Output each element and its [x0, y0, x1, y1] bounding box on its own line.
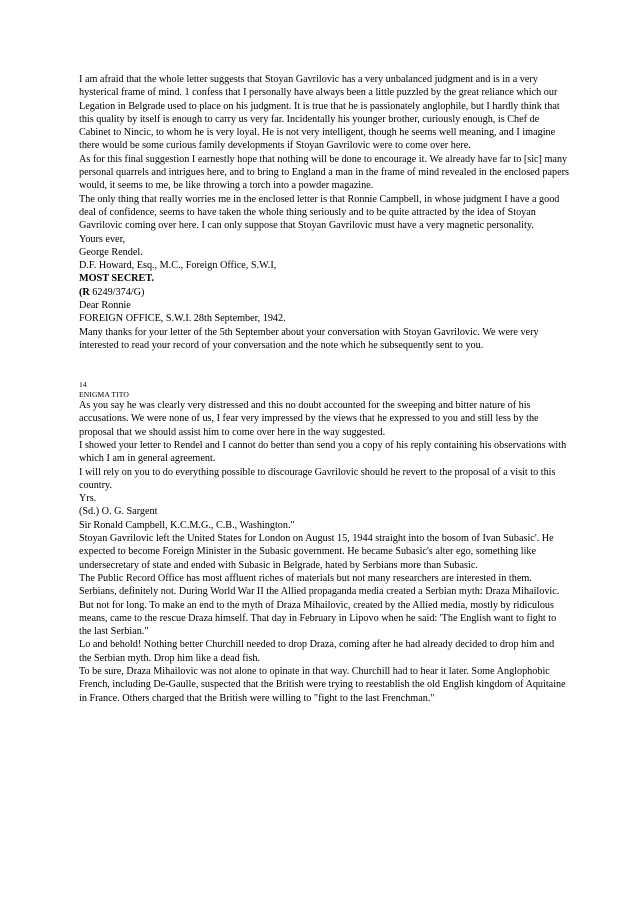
- most-secret-heading: MOST SECRET.: [79, 273, 154, 285]
- reference-prefix: (R: [79, 286, 90, 298]
- salutation: Dear Ronnie: [79, 300, 131, 312]
- letterhead-date: FOREIGN OFFICE, S.W.I. 28th September, 1942.: [79, 313, 286, 325]
- paragraph-lo-and-behold: Lo and behold! Nothing better Churchill needed to drop Draza, coming after he had already decided to drop him and the Serbian myth. Drop him like a dead fish.: [79, 639, 555, 664]
- closing-yours-ever: Yours ever,: [79, 233, 126, 245]
- addressee-howard: D.F. Howard, Esq., M.C., Foreign Office, S.W.I,: [79, 260, 277, 272]
- reference-number: [79, 286, 569, 299]
- signature-rendel: George Rendel.: [79, 246, 143, 258]
- paragraph-campbell-worry: The only thing that really worries me in the enclosed letter is that Ronnie Campbell, in whose judgment I have a good deal of confidence, seems to have taken the whole thing seriously and to be quite attracted by the idea of Stoyan Gavrilovic coming over here. I can only suppose that Stoyan Gavrilovic must have a very magnetic personality.: [79, 193, 560, 232]
- reference-rest: 6249/374/G): [89, 286, 145, 298]
- paragraph-record-office: The Public Record Office has most affluent riches of materials but not many researchers are interested in them. Serbians, definitely not. During World War II the Allied propaganda media created a Serbian myth: Draza Mihailovic. But not for long. To make an end to the myth of Draza Mihailovic, created by the Allied media, mostly by ridiculous means, came to the rescue Draza himself. That day in February in Lipovo when he said: 'The English want to fight to the last Serbian.": [79, 572, 560, 638]
- paragraph-gavrilovic-london: Stoyan Gavrilovic left the United States for London on August 15, 1944 straight into the bosom of Ivan Subasic'. He expected to become Foreign Minister in the Subasic government. He became Subasic's alter ego, something like undersecretary of state and ended with Subasic in Belgrade, hated by Serbians more than Subasic.: [79, 533, 554, 571]
- paragraph-distressed: As you say he was clearly very distressed and this no doubt accounted for the sweeping and bitter nature of his accusations. We were none of us, I fear very impressed by the views that he expressed to you and still less by the proposal that we should assist him to come over here in the way suggested.: [79, 400, 539, 438]
- page-break: [79, 352, 569, 380]
- paragraph-assessment: I am afraid that the whole letter suggests that Stoyan Gavrilovic has a very unbalanced judgment and is in a very hysterical frame of mind. 1 confess that I personally have always been a little puzzled by the great reliance which our Legation in Belgrade used to place on his judgment. It is true that he is passionately anglophile, but I hardly think that this quality by itself is enough to carry us very far. Incidentally his younger brother, curiously enough, is Chef de Cabinet to Nincic, to whom he is very loyal. He is not very intelligent, though he seems well meaning, and I imagine there would be some curious family developments if Stoyan Gavrilovic were to come over here.: [79, 74, 560, 152]
- paragraph-to-be-sure: To be sure, Draza Mihailovic was not alone to opinate in that way. Churchill had to hear it later. Some Anglophobic French, including De-Gaulle, suspected that the British were trying to reestablish the old English kingdom of Aquitaine in France. Others charged that the British were willing to "fight to the last Frenchman.": [79, 665, 566, 704]
- paragraph-rendel-letter: I showed your letter to Rendel and I cannot do better than send you a copy of his reply containing his observations with which I am in general agreement.: [79, 439, 567, 465]
- addressee-campbell: Sir Ronald Campbell, K.C.M.G., C.B., Washington.": [79, 519, 295, 531]
- closing-yrs: Yrs.: [79, 493, 97, 505]
- paragraph-final-suggestion: As for this final suggestion I earnestly hope that nothing will be done to encourage it. We already have far to [sic] many personal quarrels and intrigues here, and to bring to England a man in the frame of mind revealed in the enclosed papers would, it seems to me, be like throwing a torch into a powder magazine.: [79, 153, 569, 192]
- page-number: 14: [79, 380, 87, 390]
- running-head: ENIGMA TITO: [79, 389, 129, 399]
- document-page: [79, 73, 569, 705]
- paragraph-discourage: I will rely on you to do everything possible to discourage Gavrilovic should he revert to the proposal of a visit to this country.: [79, 466, 556, 491]
- signature-sargent: (Sd.) O. G. Sargent: [79, 506, 158, 518]
- paragraph-thanks: Many thanks for your letter of the 5th September about your conversation with Stoyan Gavrilovic. We were very interested to read your record of your conversation and the note which he subsequently sent to you.: [79, 326, 539, 351]
